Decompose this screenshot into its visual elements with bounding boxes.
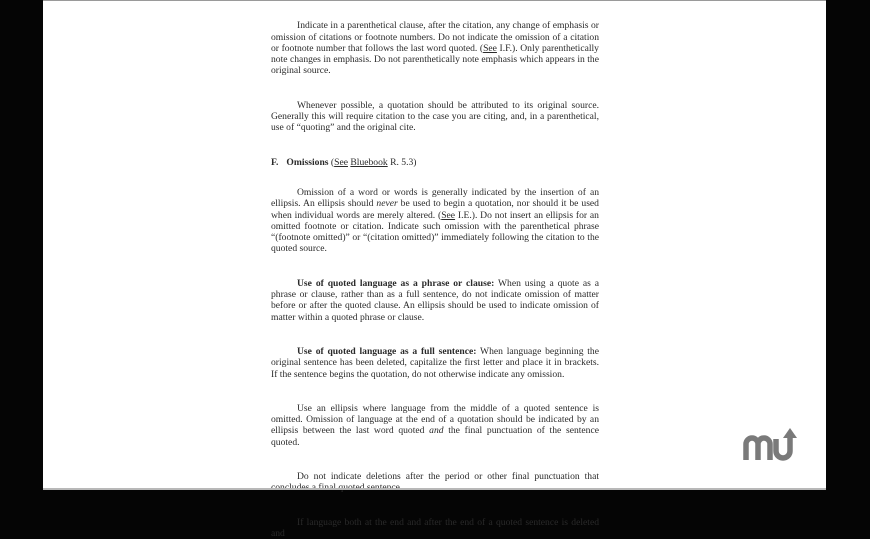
emphasis-and: and xyxy=(429,425,444,437)
paragraph-text: Indicate in a parenthetical clause, after the citation, any change of emphasis or omission of citations or footnote numbers. Do not indicate the omission of a citation or footnote number that follows the last word quoted. ( xyxy=(271,20,599,54)
paragraph-label: Use of quoted language as a phrase or clause: xyxy=(297,277,495,289)
paragraph-middle-ellipsis xyxy=(271,403,599,448)
paragraph-full-sentence xyxy=(271,346,599,380)
paragraph-text: I.E.). Do not insert an ellipsis for an omitted footnote or citation. Indicate such omission with the parenthetical phrase “(footnote omitted)” or “(citation omitted)” immediately following the citation to the quoted source. xyxy=(271,209,599,255)
heading-paren: ( xyxy=(328,156,335,168)
see-signal: See xyxy=(334,156,348,168)
paragraph-text: be used to begin a quotation, nor should it be used when individual words are merely altered. ( xyxy=(271,198,599,221)
see-signal: See xyxy=(483,42,497,54)
emphasis-never: never xyxy=(376,198,398,210)
bluebook-reference: Bluebook xyxy=(350,156,388,168)
paragraph-text: I.F.). Only parenthetically note changes in emphasis. Do not parenthetically note emphasis which appears in the original source. xyxy=(271,42,599,77)
page-bottom-edge xyxy=(43,488,826,490)
paragraph-text: When language beginning the original sentence has been deleted, capitalize the first letter and place it in brackets. If the sentence begins the quotation, do not otherwise indicate any omission. xyxy=(271,345,599,380)
paragraph-emphasis-change xyxy=(271,20,599,76)
paragraph-end-deletion: If language both at the end and after the end of a quoted sentence is deleted and xyxy=(271,516,599,539)
paragraph-text: When using a quote as a phrase or clause, rather than as a full sentence, do not indicate omission of matter before or after the quoted clause. An ellipsis should be used to indicate omission of matter within a quoted phrase or clause. xyxy=(271,277,599,323)
section-heading-omissions xyxy=(271,157,599,168)
section-title: Omissions xyxy=(286,156,329,168)
paragraph-phrase-or-clause xyxy=(271,278,599,323)
paragraph-text: the final punctuation of the sentence quoted. xyxy=(271,425,599,448)
document-text-column xyxy=(271,0,599,539)
document-page xyxy=(43,0,826,539)
paragraph-original-source: Whenever possible, a quotation should be attributed to its original source. Generally this will require citation to the case you are citing, and, in a parenthetical, use of “quoting” and the original cite. xyxy=(271,99,599,134)
paragraph-final-punctuation: Do not indicate deletions after the period or other final punctuation that xyxy=(297,471,599,483)
see-signal: See xyxy=(441,209,456,221)
section-letter: F. xyxy=(271,156,279,168)
paragraph-omission-ellipsis xyxy=(271,187,599,255)
paragraph-label: Use of quoted language as a full sentence: xyxy=(297,345,477,357)
macupdate-logo-icon xyxy=(742,427,798,461)
paragraph-text: Omission of a word or words is generally indicated by the insertion of an ellipsis. An ellipsis should xyxy=(271,186,599,210)
rule-reference: R. 5.3) xyxy=(387,156,417,168)
paragraph-text: Use an ellipsis where language from the middle of a quoted sentence is omitted. Omission of language at the end of a quotation should be indicated by an ellipsis between the last word quoted xyxy=(271,402,599,437)
